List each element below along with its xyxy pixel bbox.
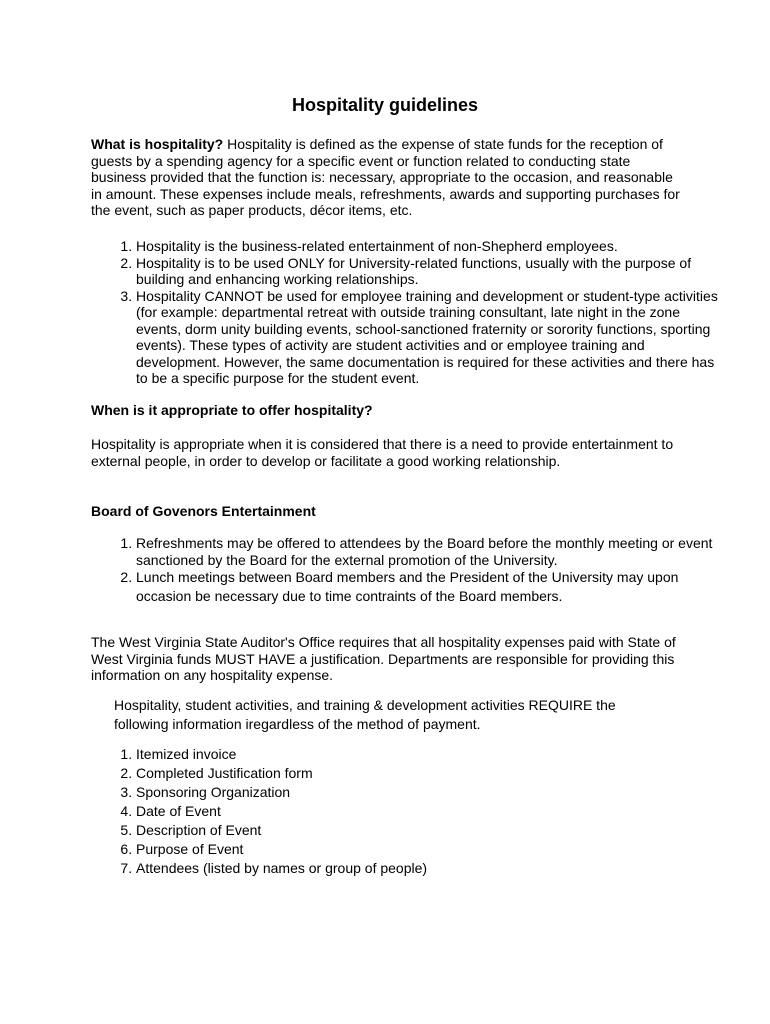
page-title: Hospitality guidelines [291,95,479,115]
list-item: 5. Description of Event [136,821,726,840]
when-heading: When is it appropriate to offer hospitality? [91,402,373,418]
auditor-paragraph: The West Virginia State Auditor's Office requires that all hospitality expenses paid with State of West Virginia funds MUST HAVE a justification. Departments are responsible for providing this information on any hospitality expense. [91,634,676,683]
requirements-paragraph: Hospitality, student activities, and training & development activities REQUIRE the following information iregardless of the method of payment. [114,697,616,732]
intro-paragraph [91,136,681,219]
intro-lead: What is hospitality? [91,136,224,152]
list-item: 3. Sponsoring Organization [136,783,726,802]
list-item: 3. Hospitality CANNOT be used for employee training and development or student-type activities (for example: departmental retreat with outside training consultant, late night in the zone events, dorm unity building events, school-sanctioned fraternity or sorority functions, sporting events). These types of activity are student activities and or employee training and development. However, the same documentation is required for these activities and there has to be a specific purpose for the student event. [136,288,726,387]
board-heading: Board of Govenors Entertainment [91,503,316,519]
list-item: 1. Refreshments may be offered to attendees by the Board before the monthly meeting or event sanctioned by the Board for the external promotion of the University. [136,535,726,568]
list-item: 2. Lunch meetings between Board members and the President of the University may upon occasion be necessary due to time contraints of the Board members. [136,568,726,606]
intro-text: Hospitality is defined as the expense of state funds for the reception of guests by a spending agency for a specific event or function related to conducting state business provided that the function is: necessary, appropriate to the occasion, and reasonable in amount. These expenses include meals, refreshments, awards and supporting purchases for the event, such as paper products, décor items, etc. [91,136,680,218]
list-item: 1. Itemized invoice [136,745,726,764]
board-list [91,535,726,606]
list-item: 4. Date of Event [136,802,726,821]
list-item: 2. Completed Justification form [136,764,726,783]
list-item: 7. Attendees (listed by names or group of people) [136,859,726,878]
when-paragraph: Hospitality is appropriate when it is considered that there is a need to provide entertainment to external people, in order to develop or facilitate a good working relationship. [91,436,674,469]
intro-list [91,238,726,387]
list-item: 2. Hospitality is to be used ONLY for University-related functions, usually with the purpose of building and enhancing working relationships. [136,255,726,288]
list-item: 6. Purpose of Event [136,840,726,859]
list-item: 1. Hospitality is the business-related entertainment of non-Shepherd employees. [136,238,726,255]
requirements-list [91,745,726,878]
